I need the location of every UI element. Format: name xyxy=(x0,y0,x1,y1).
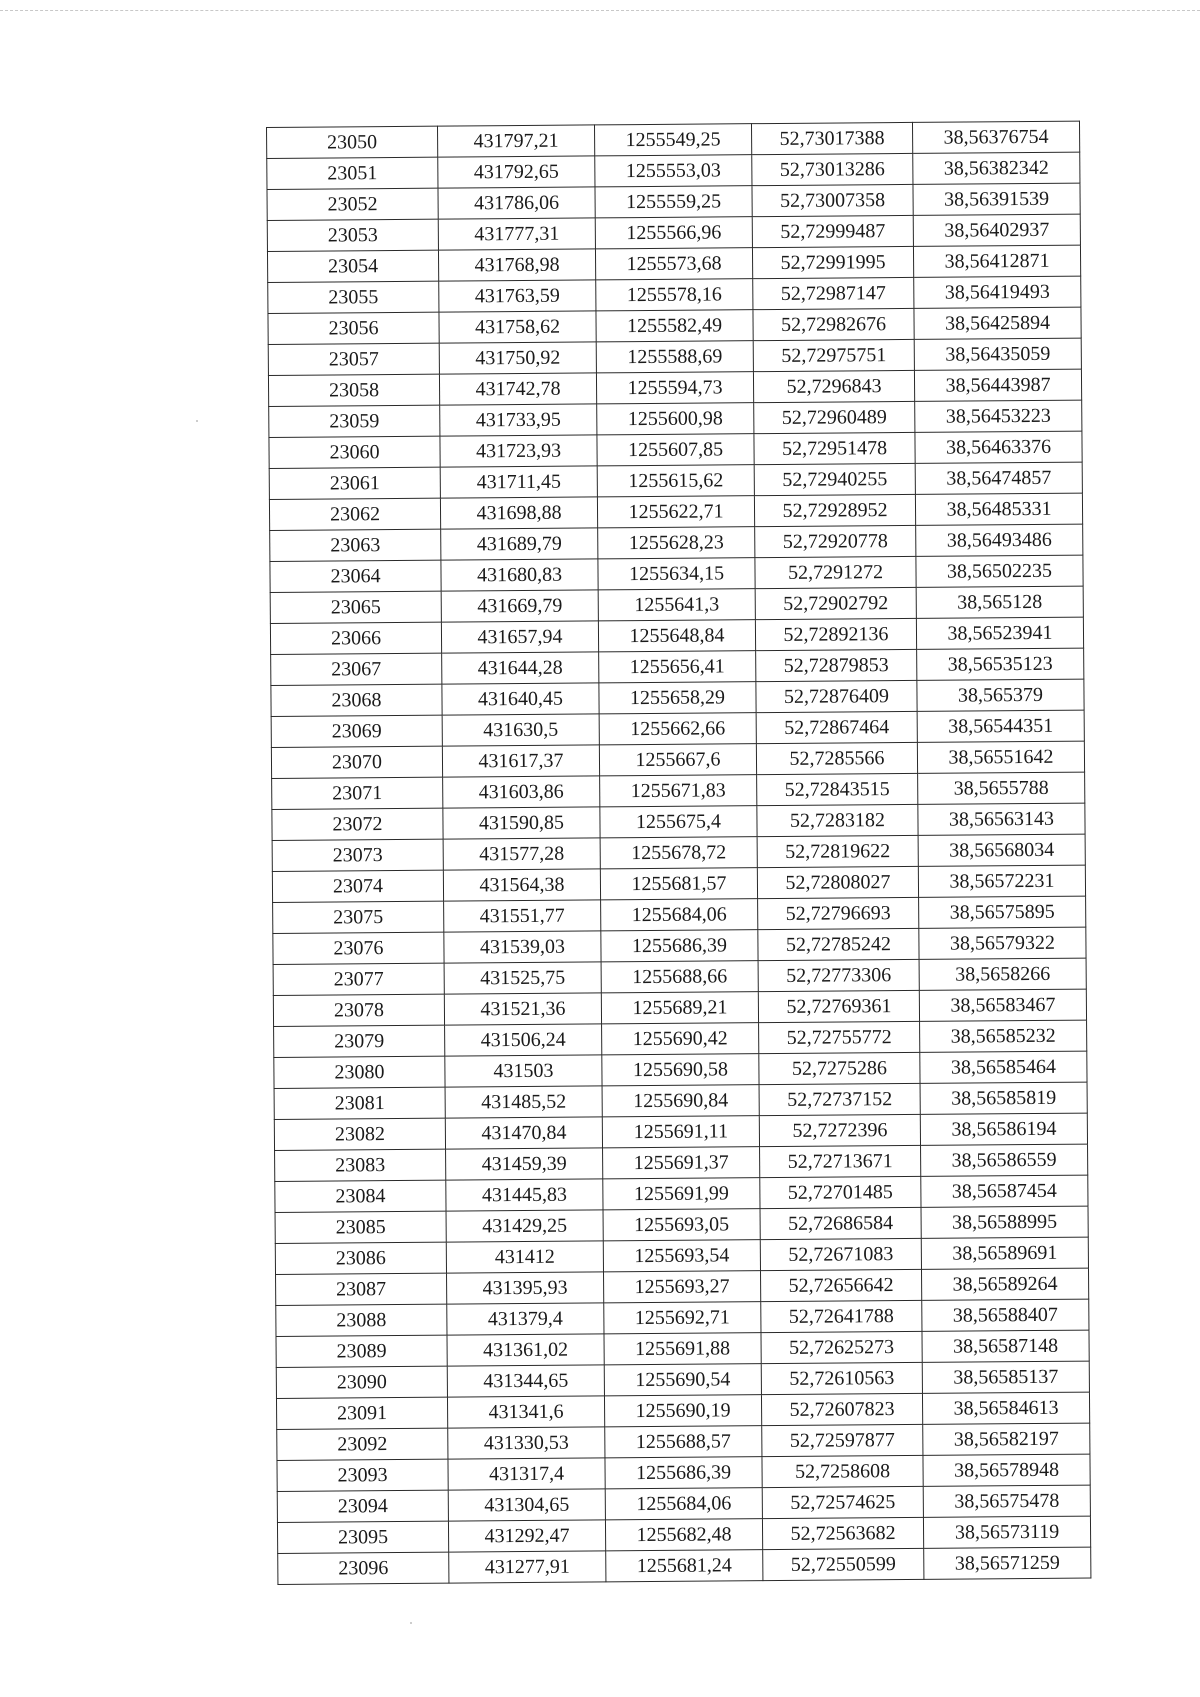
point-number-cell: 23079 xyxy=(274,1025,445,1057)
point-number-cell: 23090 xyxy=(276,1366,447,1398)
point-number-cell: 23074 xyxy=(272,870,443,902)
y-coordinate-cell: 1255553,03 xyxy=(595,155,752,187)
y-coordinate-cell: 1255682,48 xyxy=(605,1519,762,1551)
x-coordinate-cell: 431564,38 xyxy=(443,869,600,901)
latitude-cell: 52,72960489 xyxy=(754,401,915,433)
x-coordinate-cell: 431797,21 xyxy=(437,125,594,157)
point-number-cell: 23081 xyxy=(274,1087,445,1119)
y-coordinate-cell: 1255691,88 xyxy=(604,1333,761,1365)
y-coordinate-cell: 1255690,19 xyxy=(604,1395,761,1427)
latitude-cell: 52,72951478 xyxy=(754,432,915,464)
point-number-cell: 23076 xyxy=(273,932,444,964)
x-coordinate-cell: 431503 xyxy=(445,1055,602,1087)
y-coordinate-cell: 1255573,68 xyxy=(595,248,752,280)
latitude-cell: 52,72843515 xyxy=(757,773,918,805)
coordinates-table-body xyxy=(267,121,1091,1584)
y-coordinate-cell: 1255675,4 xyxy=(600,806,757,838)
y-coordinate-cell: 1255686,39 xyxy=(601,930,758,962)
x-coordinate-cell: 431525,75 xyxy=(444,962,601,994)
point-number-cell: 23064 xyxy=(270,560,441,592)
y-coordinate-cell: 1255689,21 xyxy=(601,992,758,1024)
latitude-cell: 52,7291272 xyxy=(755,556,916,588)
point-number-cell: 23083 xyxy=(275,1149,446,1181)
x-coordinate-cell: 431485,52 xyxy=(445,1086,602,1118)
latitude-cell: 52,72713671 xyxy=(760,1145,921,1177)
longitude-cell: 38,56585232 xyxy=(920,1020,1087,1052)
x-coordinate-cell: 431577,28 xyxy=(443,838,600,870)
x-coordinate-cell: 431630,5 xyxy=(442,714,599,746)
longitude-cell: 38,56502235 xyxy=(916,555,1083,587)
point-number-cell: 23069 xyxy=(271,715,442,747)
y-coordinate-cell: 1255690,84 xyxy=(602,1085,759,1117)
y-coordinate-cell: 1255628,23 xyxy=(598,527,755,559)
latitude-cell: 52,72876409 xyxy=(756,680,917,712)
x-coordinate-cell: 431429,25 xyxy=(446,1210,603,1242)
x-coordinate-cell: 431330,53 xyxy=(448,1427,605,1459)
longitude-cell: 38,56588407 xyxy=(922,1299,1089,1331)
y-coordinate-cell: 1255690,58 xyxy=(602,1054,759,1086)
x-coordinate-cell: 431539,03 xyxy=(444,931,601,963)
latitude-cell: 52,72928952 xyxy=(754,494,915,526)
x-coordinate-cell: 431758,62 xyxy=(439,311,596,343)
latitude-cell: 52,72656642 xyxy=(760,1269,921,1301)
longitude-cell: 38,56563143 xyxy=(918,803,1085,835)
point-number-cell: 23066 xyxy=(270,622,441,654)
longitude-cell: 38,5655788 xyxy=(918,772,1085,804)
y-coordinate-cell: 1255692,71 xyxy=(604,1302,761,1334)
longitude-cell: 38,56485331 xyxy=(915,493,1082,525)
y-coordinate-cell: 1255681,57 xyxy=(600,868,757,900)
y-coordinate-cell: 1255681,24 xyxy=(606,1550,763,1582)
longitude-cell: 38,56584613 xyxy=(922,1392,1089,1424)
longitude-cell: 38,56382342 xyxy=(913,152,1080,184)
longitude-cell: 38,56573119 xyxy=(923,1516,1090,1548)
x-coordinate-cell: 431521,36 xyxy=(444,993,601,1025)
longitude-cell: 38,56412871 xyxy=(913,245,1080,277)
y-coordinate-cell: 1255671,83 xyxy=(600,775,757,807)
x-coordinate-cell: 431680,83 xyxy=(441,559,598,591)
latitude-cell: 52,7283182 xyxy=(757,804,918,836)
latitude-cell: 52,72563682 xyxy=(762,1517,923,1549)
latitude-cell: 52,72671083 xyxy=(760,1238,921,1270)
latitude-cell: 52,7275286 xyxy=(759,1052,920,1084)
y-coordinate-cell: 1255691,11 xyxy=(602,1116,759,1148)
y-coordinate-cell: 1255678,72 xyxy=(600,837,757,869)
longitude-cell: 38,56474857 xyxy=(915,462,1082,494)
x-coordinate-cell: 431640,45 xyxy=(442,683,599,715)
latitude-cell: 52,72610563 xyxy=(761,1362,922,1394)
y-coordinate-cell: 1255549,25 xyxy=(594,124,751,156)
longitude-cell: 38,56443987 xyxy=(914,369,1081,401)
y-coordinate-cell: 1255656,41 xyxy=(599,651,756,683)
y-coordinate-cell: 1255559,25 xyxy=(595,186,752,218)
latitude-cell: 52,72879853 xyxy=(756,649,917,681)
latitude-cell: 52,72991995 xyxy=(752,246,913,278)
latitude-cell: 52,72625273 xyxy=(761,1331,922,1363)
latitude-cell: 52,72819622 xyxy=(757,835,918,867)
point-number-cell: 23070 xyxy=(271,746,442,778)
point-number-cell: 23071 xyxy=(272,777,443,809)
longitude-cell: 38,5658266 xyxy=(919,958,1086,990)
x-coordinate-cell: 431277,91 xyxy=(449,1551,606,1583)
point-number-cell: 23086 xyxy=(275,1242,446,1274)
point-number-cell: 23059 xyxy=(269,405,440,437)
point-number-cell: 23052 xyxy=(267,188,438,220)
longitude-cell: 38,56453223 xyxy=(915,400,1082,432)
longitude-cell: 38,56463376 xyxy=(915,431,1082,463)
latitude-cell: 52,72975751 xyxy=(753,339,914,371)
point-number-cell: 23085 xyxy=(275,1211,446,1243)
latitude-cell: 52,72940255 xyxy=(754,463,915,495)
longitude-cell: 38,56583467 xyxy=(919,989,1086,1021)
point-number-cell: 23050 xyxy=(267,126,438,158)
longitude-cell: 38,56435059 xyxy=(914,338,1081,370)
y-coordinate-cell: 1255686,39 xyxy=(605,1457,762,1489)
x-coordinate-cell: 431470,84 xyxy=(445,1117,602,1149)
x-coordinate-cell: 431379,4 xyxy=(447,1303,604,1335)
y-coordinate-cell: 1255693,54 xyxy=(603,1240,760,1272)
longitude-cell: 38,56589264 xyxy=(921,1268,1088,1300)
scan-speck xyxy=(196,420,198,422)
latitude-cell: 52,73013286 xyxy=(752,153,913,185)
y-coordinate-cell: 1255594,73 xyxy=(596,372,753,404)
point-number-cell: 23095 xyxy=(277,1521,448,1553)
longitude-cell: 38,56402937 xyxy=(913,214,1080,246)
y-coordinate-cell: 1255662,66 xyxy=(599,713,756,745)
x-coordinate-cell: 431711,45 xyxy=(440,466,597,498)
point-number-cell: 23075 xyxy=(273,901,444,933)
y-coordinate-cell: 1255693,05 xyxy=(603,1209,760,1241)
latitude-cell: 52,72574625 xyxy=(762,1486,923,1518)
latitude-cell: 52,72737152 xyxy=(759,1083,920,1115)
latitude-cell: 52,72796693 xyxy=(758,897,919,929)
latitude-cell: 52,72641788 xyxy=(761,1300,922,1332)
latitude-cell: 52,73017388 xyxy=(751,122,912,154)
latitude-cell: 52,72982676 xyxy=(753,308,914,340)
scan-speck xyxy=(410,1622,412,1624)
longitude-cell: 38,56586194 xyxy=(920,1113,1087,1145)
x-coordinate-cell: 431317,4 xyxy=(448,1458,605,1490)
x-coordinate-cell: 431590,85 xyxy=(443,807,600,839)
y-coordinate-cell: 1255693,27 xyxy=(604,1271,761,1303)
longitude-cell: 38,56579322 xyxy=(919,927,1086,959)
x-coordinate-cell: 431459,39 xyxy=(446,1148,603,1180)
x-coordinate-cell: 431292,47 xyxy=(448,1520,605,1552)
longitude-cell: 38,56589691 xyxy=(921,1237,1088,1269)
x-coordinate-cell: 431603,86 xyxy=(443,776,600,808)
point-number-cell: 23061 xyxy=(269,467,440,499)
point-number-cell: 23065 xyxy=(270,591,441,623)
longitude-cell: 38,56493486 xyxy=(916,524,1083,556)
point-number-cell: 23078 xyxy=(273,994,444,1026)
longitude-cell: 38,56585137 xyxy=(922,1361,1089,1393)
x-coordinate-cell: 431733,95 xyxy=(440,404,597,436)
point-number-cell: 23093 xyxy=(277,1459,448,1491)
x-coordinate-cell: 431395,93 xyxy=(447,1272,604,1304)
x-coordinate-cell: 431742,78 xyxy=(439,373,596,405)
y-coordinate-cell: 1255607,85 xyxy=(597,434,754,466)
y-coordinate-cell: 1255688,57 xyxy=(605,1426,762,1458)
latitude-cell: 52,72920778 xyxy=(755,525,916,557)
y-coordinate-cell: 1255582,49 xyxy=(596,310,753,342)
y-coordinate-cell: 1255600,98 xyxy=(597,403,754,435)
point-number-cell: 23053 xyxy=(267,219,438,251)
x-coordinate-cell: 431792,65 xyxy=(438,156,595,188)
point-number-cell: 23077 xyxy=(273,963,444,995)
latitude-cell: 52,72999487 xyxy=(752,215,913,247)
latitude-cell: 52,72987147 xyxy=(753,277,914,309)
point-number-cell: 23080 xyxy=(274,1056,445,1088)
latitude-cell: 52,72550599 xyxy=(763,1548,924,1580)
longitude-cell: 38,56523941 xyxy=(916,617,1083,649)
x-coordinate-cell: 431657,94 xyxy=(441,621,598,653)
x-coordinate-cell: 431689,79 xyxy=(441,528,598,560)
x-coordinate-cell: 431412 xyxy=(446,1241,603,1273)
latitude-cell: 52,72902792 xyxy=(755,587,916,619)
point-number-cell: 23082 xyxy=(274,1118,445,1150)
point-number-cell: 23072 xyxy=(272,808,443,840)
point-number-cell: 23055 xyxy=(268,281,439,313)
x-coordinate-cell: 431763,59 xyxy=(439,280,596,312)
longitude-cell: 38,56544351 xyxy=(917,710,1084,742)
point-number-cell: 23067 xyxy=(271,653,442,685)
point-number-cell: 23057 xyxy=(268,343,439,375)
x-coordinate-cell: 431445,83 xyxy=(446,1179,603,1211)
y-coordinate-cell: 1255667,6 xyxy=(599,744,756,776)
x-coordinate-cell: 431723,93 xyxy=(440,435,597,467)
y-coordinate-cell: 1255588,69 xyxy=(596,341,753,373)
y-coordinate-cell: 1255684,06 xyxy=(605,1488,762,1520)
longitude-cell: 38,56391539 xyxy=(913,183,1080,215)
table-row xyxy=(278,1547,1091,1584)
longitude-cell: 38,56587148 xyxy=(922,1330,1089,1362)
longitude-cell: 38,56582197 xyxy=(923,1423,1090,1455)
y-coordinate-cell: 1255622,71 xyxy=(597,496,754,528)
point-number-cell: 23054 xyxy=(267,250,438,282)
latitude-cell: 52,72607823 xyxy=(761,1393,922,1425)
x-coordinate-cell: 431344,65 xyxy=(447,1365,604,1397)
y-coordinate-cell: 1255690,54 xyxy=(604,1364,761,1396)
x-coordinate-cell: 431768,98 xyxy=(438,249,595,281)
x-coordinate-cell: 431617,37 xyxy=(442,745,599,777)
longitude-cell: 38,56535123 xyxy=(917,648,1084,680)
latitude-cell: 52,72867464 xyxy=(756,711,917,743)
x-coordinate-cell: 431506,24 xyxy=(445,1024,602,1056)
latitude-cell: 52,72755772 xyxy=(759,1021,920,1053)
x-coordinate-cell: 431361,02 xyxy=(447,1334,604,1366)
point-number-cell: 23051 xyxy=(267,157,438,189)
x-coordinate-cell: 431750,92 xyxy=(439,342,596,374)
y-coordinate-cell: 1255691,37 xyxy=(603,1147,760,1179)
point-number-cell: 23091 xyxy=(276,1397,447,1429)
longitude-cell: 38,56585464 xyxy=(920,1051,1087,1083)
latitude-cell: 52,7285566 xyxy=(756,742,917,774)
longitude-cell: 38,56425894 xyxy=(914,307,1081,339)
point-number-cell: 23056 xyxy=(268,312,439,344)
latitude-cell: 52,7272396 xyxy=(759,1114,920,1146)
latitude-cell: 52,7258608 xyxy=(762,1455,923,1487)
longitude-cell: 38,56376754 xyxy=(912,121,1079,153)
point-number-cell: 23062 xyxy=(269,498,440,530)
point-number-cell: 23087 xyxy=(276,1273,447,1305)
point-number-cell: 23060 xyxy=(269,436,440,468)
document-page xyxy=(266,127,1080,1585)
longitude-cell: 38,56571259 xyxy=(924,1547,1091,1579)
x-coordinate-cell: 431777,31 xyxy=(438,218,595,250)
longitude-cell: 38,565379 xyxy=(917,679,1084,711)
x-coordinate-cell: 431698,88 xyxy=(440,497,597,529)
longitude-cell: 38,565128 xyxy=(916,586,1083,618)
latitude-cell: 52,7296843 xyxy=(753,370,914,402)
latitude-cell: 52,72686584 xyxy=(760,1207,921,1239)
y-coordinate-cell: 1255684,06 xyxy=(601,899,758,931)
point-number-cell: 23058 xyxy=(268,374,439,406)
y-coordinate-cell: 1255641,3 xyxy=(598,589,755,621)
y-coordinate-cell: 1255648,84 xyxy=(598,620,755,652)
point-number-cell: 23084 xyxy=(275,1180,446,1212)
y-coordinate-cell: 1255691,99 xyxy=(603,1178,760,1210)
longitude-cell: 38,56588995 xyxy=(921,1206,1088,1238)
longitude-cell: 38,56587454 xyxy=(921,1175,1088,1207)
latitude-cell: 52,72892136 xyxy=(755,618,916,650)
y-coordinate-cell: 1255566,96 xyxy=(595,217,752,249)
point-number-cell: 23068 xyxy=(271,684,442,716)
x-coordinate-cell: 431304,65 xyxy=(448,1489,605,1521)
latitude-cell: 52,72597877 xyxy=(762,1424,923,1456)
x-coordinate-cell: 431644,28 xyxy=(442,652,599,684)
scan-top-edge xyxy=(0,10,1200,11)
y-coordinate-cell: 1255688,66 xyxy=(601,961,758,993)
point-number-cell: 23089 xyxy=(276,1335,447,1367)
y-coordinate-cell: 1255634,15 xyxy=(598,558,755,590)
longitude-cell: 38,56575478 xyxy=(923,1485,1090,1517)
longitude-cell: 38,56578948 xyxy=(923,1454,1090,1486)
x-coordinate-cell: 431341,6 xyxy=(447,1396,604,1428)
x-coordinate-cell: 431786,06 xyxy=(438,187,595,219)
longitude-cell: 38,56586559 xyxy=(921,1144,1088,1176)
y-coordinate-cell: 1255658,29 xyxy=(599,682,756,714)
y-coordinate-cell: 1255578,16 xyxy=(596,279,753,311)
longitude-cell: 38,56551642 xyxy=(917,741,1084,773)
x-coordinate-cell: 431669,79 xyxy=(441,590,598,622)
latitude-cell: 52,72785242 xyxy=(758,928,919,960)
point-number-cell: 23063 xyxy=(270,529,441,561)
point-number-cell: 23088 xyxy=(276,1304,447,1336)
longitude-cell: 38,56572231 xyxy=(918,865,1085,897)
point-number-cell: 23096 xyxy=(278,1552,449,1584)
point-number-cell: 23073 xyxy=(272,839,443,871)
latitude-cell: 52,73007358 xyxy=(752,184,913,216)
latitude-cell: 52,72701485 xyxy=(760,1176,921,1208)
coordinates-table xyxy=(266,121,1091,1585)
latitude-cell: 52,72773306 xyxy=(758,959,919,991)
longitude-cell: 38,56575895 xyxy=(919,896,1086,928)
point-number-cell: 23092 xyxy=(277,1428,448,1460)
longitude-cell: 38,56585819 xyxy=(920,1082,1087,1114)
latitude-cell: 52,72808027 xyxy=(757,866,918,898)
y-coordinate-cell: 1255615,62 xyxy=(597,465,754,497)
longitude-cell: 38,56568034 xyxy=(918,834,1085,866)
longitude-cell: 38,56419493 xyxy=(914,276,1081,308)
point-number-cell: 23094 xyxy=(277,1490,448,1522)
x-coordinate-cell: 431551,77 xyxy=(444,900,601,932)
y-coordinate-cell: 1255690,42 xyxy=(602,1023,759,1055)
latitude-cell: 52,72769361 xyxy=(758,990,919,1022)
